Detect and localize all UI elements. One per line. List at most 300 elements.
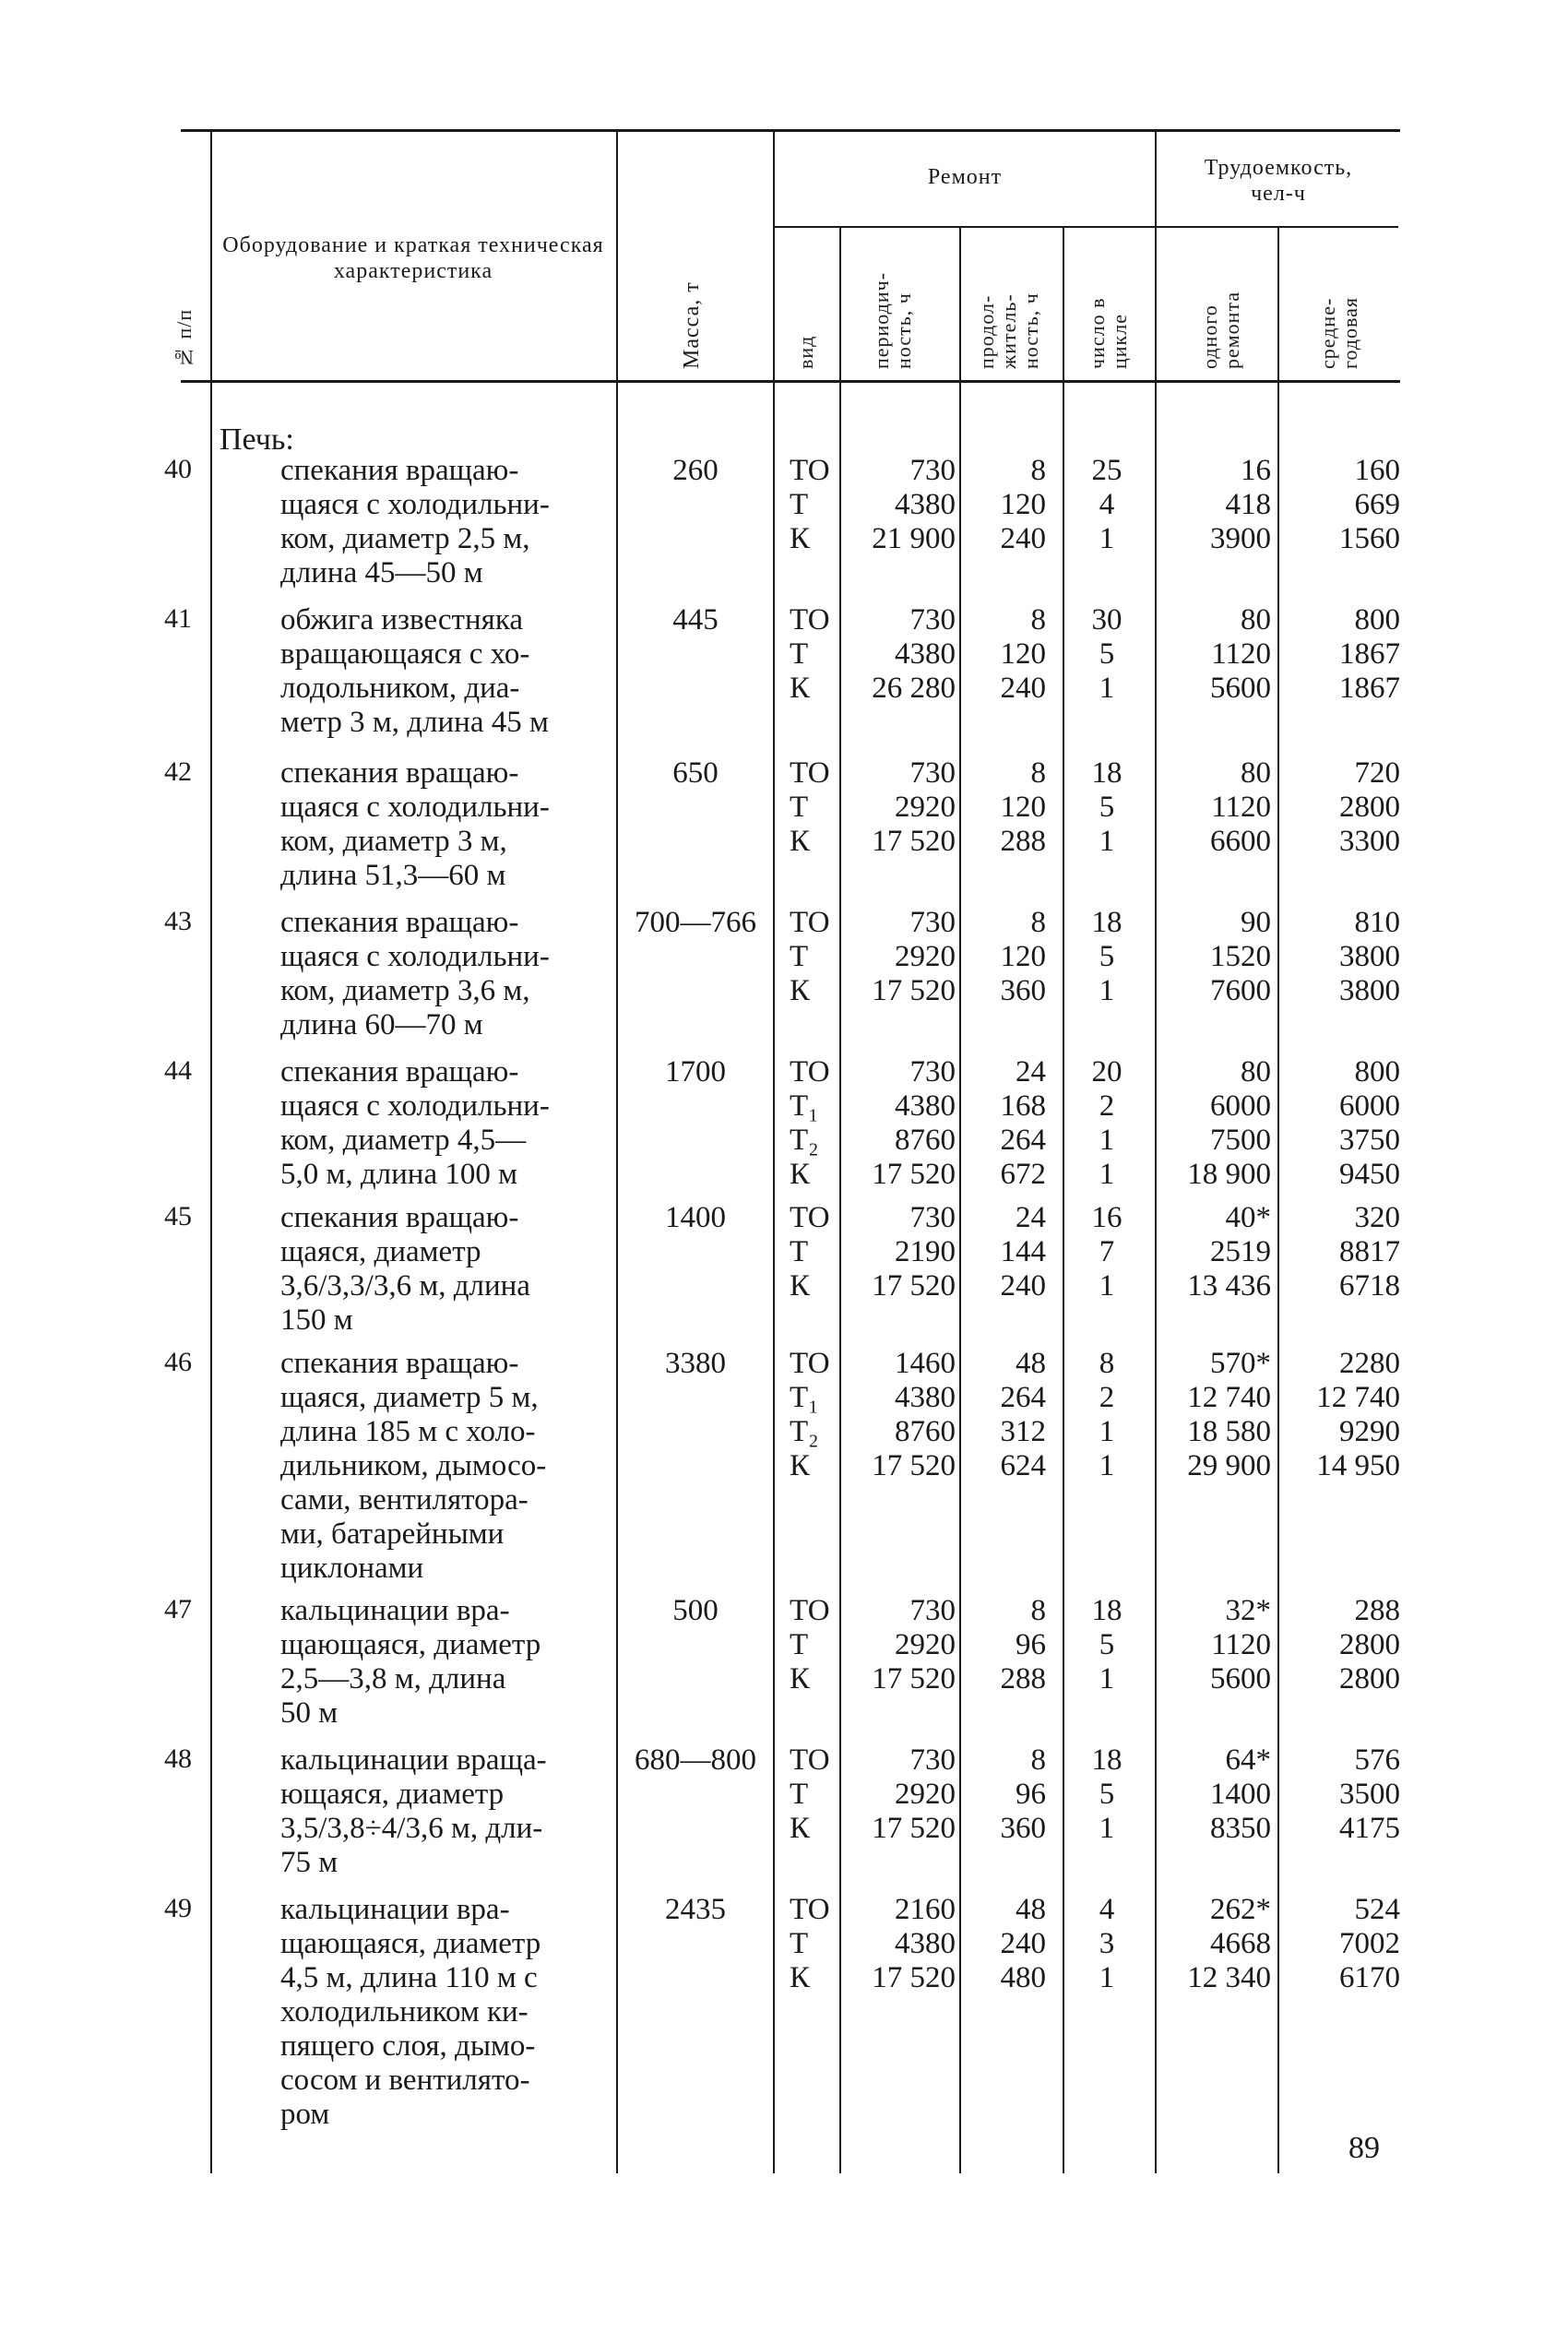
description-line: кальцинации вра- <box>280 1594 510 1627</box>
description-line: спекания вращаю- <box>280 1055 519 1089</box>
labor-annual: 6718 <box>1339 1269 1400 1303</box>
labor-one-repair: 12 740 <box>1187 1381 1271 1414</box>
cycle-count-value-column <box>1070 1201 1144 1303</box>
labor-one-repair: 80 <box>1241 1055 1271 1089</box>
labor-one-repair: 40* <box>1225 1201 1271 1234</box>
labor-annual: 800 <box>1354 1055 1400 1089</box>
cycle-count-value-column <box>1070 1893 1144 1995</box>
repair-type: К <box>790 974 811 1007</box>
labor-one-repair: 1520 <box>1210 940 1271 973</box>
periodicity-value-column <box>845 756 956 859</box>
duration-value: 120 <box>1000 791 1046 824</box>
cycle-count-value: 2 <box>1099 1381 1115 1414</box>
repair-type: Т <box>790 637 809 671</box>
cycle-count-value: 1 <box>1099 672 1115 705</box>
repair-type: Т₁ <box>790 1381 819 1414</box>
labor-one-repair: 12 340 <box>1187 1961 1271 1994</box>
repair-group-rule <box>773 226 1155 228</box>
labor-one-repair: 2519 <box>1210 1235 1271 1268</box>
labor-one-repair-column <box>1164 1594 1271 1696</box>
labor-one-repair: 80 <box>1241 603 1271 637</box>
periodicity-value: 730 <box>909 603 956 637</box>
cycle-count-value: 16 <box>1091 1201 1123 1234</box>
labor-annual: 524 <box>1354 1893 1400 1926</box>
labor-one-repair: 90 <box>1241 906 1271 939</box>
description-line: длина 45—50 м <box>280 556 483 589</box>
labor-annual: 6170 <box>1339 1961 1400 1994</box>
labor-annual: 160 <box>1354 454 1400 487</box>
description-line: ющаяся, диаметр <box>280 1778 505 1811</box>
cycle-count-value: 5 <box>1099 791 1115 824</box>
cycle-count-value: 18 <box>1091 1594 1123 1627</box>
repair-type: К <box>790 672 811 705</box>
labor-annual: 12 740 <box>1316 1381 1400 1414</box>
labor-one-repair-column <box>1164 1893 1271 1995</box>
cycle-count-value: 5 <box>1099 637 1115 671</box>
col-rule-count <box>1155 129 1157 2173</box>
header-bottom-rule <box>181 380 1400 383</box>
cycle-count-value-column <box>1070 454 1144 556</box>
equipment-description <box>280 756 605 893</box>
duration-value-column <box>967 454 1046 556</box>
description-line: ром <box>280 2098 330 2131</box>
labor-annual: 720 <box>1354 756 1400 790</box>
row-number: 41 <box>164 603 192 634</box>
mass-value: 3380 <box>665 1347 726 1380</box>
description-line: 3,6/3,3/3,6 м, длина <box>280 1269 530 1303</box>
header-num: № п/п <box>172 308 196 369</box>
labor-one-repair: 6000 <box>1210 1089 1271 1123</box>
mass-value: 260 <box>672 454 719 487</box>
labor-annual: 2280 <box>1339 1347 1400 1380</box>
cycle-count-value-column <box>1070 1055 1144 1192</box>
periodicity-value: 2920 <box>895 1628 956 1661</box>
labor-one-repair: 1120 <box>1211 791 1271 824</box>
duration-value-column <box>967 1743 1046 1846</box>
labor-annual: 14 950 <box>1316 1449 1400 1482</box>
cycle-count-value: 1 <box>1099 1961 1115 1994</box>
labor-group-rule <box>1155 226 1398 228</box>
labor-one-repair: 16 <box>1241 454 1271 487</box>
header-annual: средне- годовая <box>1316 296 1361 369</box>
description-line: щаяся с холодильни- <box>280 791 550 824</box>
labor-annual-column <box>1288 756 1400 859</box>
labor-one-repair: 1120 <box>1211 637 1271 671</box>
description-line: длина 60—70 м <box>280 1008 483 1041</box>
header-periodicity: периодич- ность, ч <box>870 271 915 369</box>
equipment-description <box>280 1594 605 1731</box>
cycle-count-value: 4 <box>1099 488 1115 521</box>
col-rule-duration <box>1063 227 1064 2173</box>
mass-value: 500 <box>672 1594 719 1627</box>
cycle-count-value: 1 <box>1099 1269 1115 1303</box>
periodicity-value: 730 <box>909 1743 956 1777</box>
periodicity-value: 17 520 <box>872 1449 956 1482</box>
labor-annual: 8817 <box>1339 1235 1400 1268</box>
description-line: спекания вращаю- <box>280 1201 519 1234</box>
mass-value: 1700 <box>665 1055 726 1089</box>
labor-annual: 2800 <box>1339 1628 1400 1661</box>
repair-type: Т <box>790 1235 809 1268</box>
labor-one-repair-column <box>1164 756 1271 859</box>
description-line: вращающаяся с хо- <box>280 637 530 671</box>
section-title: Печь: <box>220 422 294 457</box>
repair-type: К <box>790 1158 811 1191</box>
labor-one-repair: 6600 <box>1210 825 1271 858</box>
description-line: 75 м <box>280 1846 339 1879</box>
description-line: ком, диаметр 4,5— <box>280 1124 527 1157</box>
repair-type: ТО <box>790 756 830 790</box>
labor-one-repair: 570* <box>1210 1347 1271 1380</box>
labor-annual: 7002 <box>1339 1927 1400 1960</box>
labor-one-repair: 4668 <box>1210 1927 1271 1960</box>
labor-annual: 1867 <box>1339 637 1400 671</box>
labor-annual: 9290 <box>1339 1415 1400 1448</box>
periodicity-value-column <box>845 1594 956 1696</box>
description-line: холодильником ки- <box>280 1995 529 2029</box>
labor-annual: 1867 <box>1339 672 1400 705</box>
cycle-count-value: 18 <box>1091 756 1123 790</box>
repair-type: ТО <box>790 603 830 637</box>
cycle-count-value: 1 <box>1099 1124 1115 1157</box>
description-line: сосом и вентилято- <box>280 2064 530 2097</box>
periodicity-value-column <box>845 1743 956 1846</box>
periodicity-value: 2920 <box>895 940 956 973</box>
periodicity-value: 730 <box>909 906 956 939</box>
labor-one-repair: 1120 <box>1211 1628 1271 1661</box>
equipment-description <box>280 1893 605 2132</box>
cycle-count-value: 3 <box>1099 1927 1115 1960</box>
labor-annual-column <box>1288 1055 1400 1192</box>
col-rule-equipment <box>616 129 618 2173</box>
equipment-description <box>280 906 605 1042</box>
duration-value-column <box>967 906 1046 1008</box>
cycle-count-value-column <box>1070 1743 1144 1846</box>
duration-value-column <box>967 1201 1046 1303</box>
row-number: 49 <box>164 1893 192 1923</box>
duration-value: 8 <box>1030 1743 1046 1777</box>
duration-value: 360 <box>1000 1812 1046 1845</box>
cycle-count-value: 18 <box>1091 906 1123 939</box>
periodicity-value: 730 <box>909 1055 956 1089</box>
periodicity-value: 4380 <box>895 1089 956 1123</box>
duration-value-column <box>967 1594 1046 1696</box>
row-number: 45 <box>164 1201 192 1231</box>
duration-value: 96 <box>1016 1778 1046 1811</box>
duration-value: 168 <box>1000 1089 1046 1123</box>
labor-one-repair: 7600 <box>1210 974 1271 1007</box>
labor-one-repair: 29 900 <box>1187 1449 1271 1482</box>
cycle-count-value: 1 <box>1099 1158 1115 1191</box>
description-line: ком, диаметр 3,6 м, <box>280 974 530 1007</box>
cycle-count-value: 1 <box>1099 974 1115 1007</box>
repair-type: К <box>790 1269 811 1303</box>
periodicity-value-column <box>845 1055 956 1192</box>
description-line: ком, диаметр 3 м, <box>280 825 507 858</box>
cycle-count-value: 18 <box>1091 1743 1123 1777</box>
duration-value: 24 <box>1016 1055 1046 1089</box>
labor-annual: 810 <box>1354 906 1400 939</box>
labor-one-repair: 5600 <box>1210 1662 1271 1695</box>
labor-annual: 3750 <box>1339 1124 1400 1157</box>
labor-annual: 3800 <box>1339 940 1400 973</box>
duration-value: 240 <box>1000 672 1046 705</box>
duration-value-column <box>967 1055 1046 1192</box>
periodicity-value: 2160 <box>895 1893 956 1926</box>
duration-value: 624 <box>1000 1449 1046 1482</box>
description-line: ми, батарейными <box>280 1517 505 1551</box>
labor-one-repair: 32* <box>1225 1594 1271 1627</box>
header-equipment: Оборудование и краткая техническая характеристика <box>222 233 604 283</box>
periodicity-value-column <box>845 906 956 1008</box>
duration-value: 8 <box>1030 756 1046 790</box>
description-line: длина 51,3—60 м <box>280 859 506 892</box>
duration-value: 240 <box>1000 1269 1046 1303</box>
labor-annual-column <box>1288 906 1400 1008</box>
description-line: щаяся, диаметр 5 м, <box>280 1381 539 1414</box>
row-number: 47 <box>164 1594 192 1624</box>
labor-one-repair: 18 580 <box>1187 1415 1271 1448</box>
labor-one-repair: 8350 <box>1210 1812 1271 1845</box>
periodicity-value-column <box>845 1201 956 1303</box>
cycle-count-value: 1 <box>1099 1449 1115 1482</box>
duration-value: 360 <box>1000 974 1046 1007</box>
periodicity-value: 8760 <box>895 1124 956 1157</box>
col-rule-num <box>210 129 212 2173</box>
repair-type: ТО <box>790 454 830 487</box>
repair-type: Т <box>790 940 809 973</box>
labor-one-repair: 262* <box>1210 1893 1271 1926</box>
labor-annual: 1560 <box>1339 522 1400 555</box>
description-line: дильником, дымосо- <box>280 1449 547 1482</box>
page-number: 89 <box>1348 2131 1380 2165</box>
cycle-count-value: 8 <box>1099 1347 1115 1380</box>
description-line: 5,0 м, длина 100 м <box>280 1158 517 1191</box>
equipment-description <box>280 1201 605 1338</box>
duration-value: 672 <box>1000 1158 1046 1191</box>
equipment-description <box>280 1743 605 1880</box>
periodicity-value: 730 <box>909 756 956 790</box>
labor-one-repair: 64* <box>1225 1743 1271 1777</box>
cycle-count-value: 1 <box>1099 1415 1115 1448</box>
cycle-count-value: 5 <box>1099 1628 1115 1661</box>
equipment-description <box>280 1055 605 1192</box>
repair-type: Т₁ <box>790 1089 819 1123</box>
duration-value-column <box>967 1893 1046 1995</box>
labor-annual: 6000 <box>1339 1089 1400 1123</box>
repair-type: Т <box>790 1628 809 1661</box>
labor-one-repair: 18 900 <box>1187 1158 1271 1191</box>
periodicity-value: 26 280 <box>872 672 956 705</box>
row-number: 40 <box>164 454 192 484</box>
repair-type: К <box>790 1449 811 1482</box>
cycle-count-value: 1 <box>1099 1812 1115 1845</box>
cycle-count-value-column <box>1070 1347 1144 1483</box>
labor-one-repair-column <box>1164 1201 1271 1303</box>
duration-value: 8 <box>1030 603 1046 637</box>
cycle-count-value-column <box>1070 1594 1144 1696</box>
labor-annual: 2800 <box>1339 1662 1400 1695</box>
repair-type: ТО <box>790 1055 830 1089</box>
duration-value: 8 <box>1030 1594 1046 1627</box>
labor-annual: 800 <box>1354 603 1400 637</box>
cycle-count-value: 30 <box>1091 603 1123 637</box>
periodicity-value: 2920 <box>895 1778 956 1811</box>
description-line: лодольником, диа- <box>280 672 520 705</box>
labor-annual-column <box>1288 1347 1400 1483</box>
periodicity-value-column <box>845 603 956 706</box>
repair-type: ТО <box>790 1347 830 1380</box>
labor-one-repair: 418 <box>1225 488 1271 521</box>
duration-value: 24 <box>1016 1201 1046 1234</box>
periodicity-value: 17 520 <box>872 974 956 1007</box>
description-line: спекания вращаю- <box>280 1347 519 1380</box>
repair-type: К <box>790 1812 811 1845</box>
repair-type: ТО <box>790 1743 830 1777</box>
duration-value: 240 <box>1000 1927 1046 1960</box>
description-line: 2,5—3,8 м, длина <box>280 1662 506 1695</box>
labor-annual-column <box>1288 1594 1400 1696</box>
description-line: 4,5 м, длина 110 м с <box>280 1961 538 1994</box>
repair-type: ТО <box>790 1893 830 1926</box>
periodicity-value: 17 520 <box>872 825 956 858</box>
labor-one-repair-column <box>1164 1347 1271 1483</box>
repair-type: Т₂ <box>790 1124 819 1157</box>
labor-one-repair: 5600 <box>1210 672 1271 705</box>
periodicity-value: 2190 <box>895 1235 956 1268</box>
periodicity-value: 1460 <box>895 1347 956 1380</box>
labor-one-repair: 80 <box>1241 756 1271 790</box>
row-number: 44 <box>164 1055 192 1086</box>
mass-value: 680—800 <box>635 1743 756 1777</box>
duration-value: 288 <box>1000 825 1046 858</box>
description-line: щающаяся, диаметр <box>280 1927 541 1960</box>
periodicity-value: 4380 <box>895 488 956 521</box>
labor-annual: 3800 <box>1339 974 1400 1007</box>
periodicity-value: 17 520 <box>872 1961 956 1994</box>
repair-type: К <box>790 1662 811 1695</box>
cycle-count-value: 25 <box>1091 454 1123 487</box>
labor-one-repair: 1400 <box>1210 1778 1271 1811</box>
description-line: сами, вентилятора- <box>280 1483 529 1517</box>
duration-value: 120 <box>1000 488 1046 521</box>
periodicity-value: 2920 <box>895 791 956 824</box>
periodicity-value: 4380 <box>895 1927 956 1960</box>
labor-annual: 4175 <box>1339 1812 1400 1845</box>
labor-one-repair-column <box>1164 1055 1271 1192</box>
equipment-description <box>280 1347 605 1586</box>
labor-annual: 3300 <box>1339 825 1400 858</box>
header-labor-group: Трудоемкость, чел-ч <box>1204 156 1353 206</box>
labor-one-repair-column <box>1164 906 1271 1008</box>
periodicity-value: 8760 <box>895 1415 956 1448</box>
labor-annual-column <box>1288 1743 1400 1846</box>
cycle-count-value: 1 <box>1099 825 1115 858</box>
description-line: обжига известняка <box>280 603 524 637</box>
description-line: 50 м <box>280 1696 339 1730</box>
description-line: спекания вращаю- <box>280 906 519 939</box>
duration-value-column <box>967 1347 1046 1483</box>
repair-type: К <box>790 1961 811 1994</box>
header-type: вид <box>794 335 817 369</box>
mass-value: 2435 <box>665 1893 726 1926</box>
row-number: 46 <box>164 1347 192 1377</box>
duration-value: 264 <box>1000 1381 1046 1414</box>
labor-one-repair: 7500 <box>1210 1124 1271 1157</box>
cycle-count-value-column <box>1070 756 1144 859</box>
periodicity-value-column <box>845 454 956 556</box>
duration-value: 96 <box>1016 1628 1046 1661</box>
duration-value: 48 <box>1016 1893 1046 1926</box>
labor-annual: 2800 <box>1339 791 1400 824</box>
periodicity-value-column <box>845 1347 956 1483</box>
duration-value: 48 <box>1016 1347 1046 1380</box>
duration-value: 240 <box>1000 522 1046 555</box>
labor-annual: 320 <box>1354 1201 1400 1234</box>
periodicity-value: 21 900 <box>872 522 956 555</box>
header-mass: Масса, т <box>680 281 704 369</box>
equipment-description <box>280 603 605 740</box>
description-line: циклонами <box>280 1552 424 1585</box>
cycle-count-value-column <box>1070 906 1144 1008</box>
row-number: 43 <box>164 906 192 936</box>
labor-one-repair-column <box>1164 1743 1271 1846</box>
labor-annual: 669 <box>1354 488 1400 521</box>
repair-type: Т <box>790 1927 809 1960</box>
duration-value: 480 <box>1000 1961 1046 1994</box>
periodicity-value: 730 <box>909 454 956 487</box>
cycle-count-value-column <box>1070 603 1144 706</box>
labor-one-repair-column <box>1164 603 1271 706</box>
description-line: спекания вращаю- <box>280 756 519 790</box>
description-line: кальцинации враща- <box>280 1743 547 1777</box>
header-repair-group: Ремонт <box>927 165 1003 189</box>
top-rule <box>181 129 1400 132</box>
row-number: 48 <box>164 1743 192 1774</box>
repair-type: Т <box>790 488 809 521</box>
description-line: щаяся, диаметр <box>280 1235 481 1268</box>
col-rule-periodicity <box>959 227 961 2173</box>
cycle-count-value: 5 <box>1099 1778 1115 1811</box>
duration-value: 8 <box>1030 454 1046 487</box>
labor-annual: 3500 <box>1339 1778 1400 1811</box>
labor-annual: 9450 <box>1339 1158 1400 1191</box>
periodicity-value: 17 520 <box>872 1812 956 1845</box>
labor-one-repair: 13 436 <box>1187 1269 1271 1303</box>
mass-value: 700—766 <box>635 906 756 939</box>
cycle-count-value: 20 <box>1091 1055 1123 1089</box>
header-one-repair: одного ремонта <box>1198 291 1243 369</box>
labor-one-repair-column <box>1164 454 1271 556</box>
mass-value: 1400 <box>665 1201 726 1234</box>
header-duration: продол- житель- ность, ч <box>975 292 1042 369</box>
cycle-count-value: 4 <box>1099 1893 1115 1926</box>
periodicity-value: 17 520 <box>872 1158 956 1191</box>
description-line: 3,5/3,8÷4/3,6 м, дли- <box>280 1812 543 1845</box>
col-rule-mass <box>773 129 775 2173</box>
periodicity-value: 4380 <box>895 637 956 671</box>
labor-annual-column <box>1288 1201 1400 1303</box>
description-line: кальцинации вра- <box>280 1893 510 1926</box>
labor-annual-column <box>1288 454 1400 556</box>
duration-value-column <box>967 603 1046 706</box>
description-line: спекания вращаю- <box>280 454 519 487</box>
mass-value: 650 <box>672 756 719 790</box>
header-count: число в цикле <box>1086 297 1131 369</box>
repair-type: Т <box>790 1778 809 1811</box>
description-line: пящего слоя, дымо- <box>280 2029 536 2063</box>
labor-annual: 288 <box>1354 1594 1400 1627</box>
